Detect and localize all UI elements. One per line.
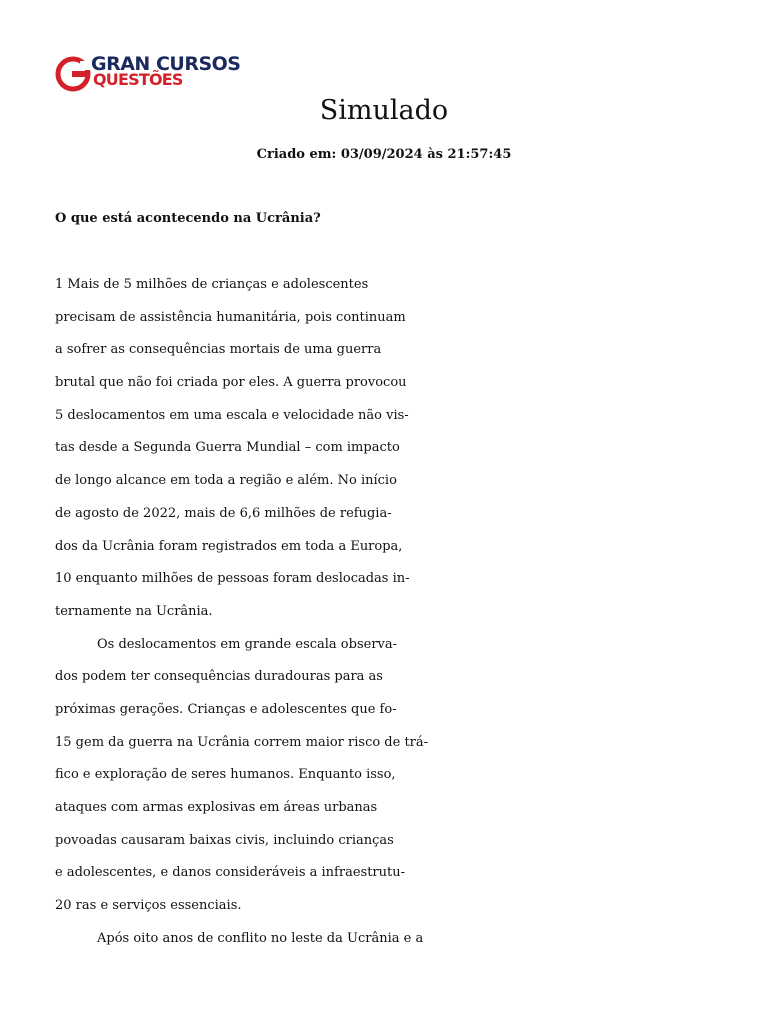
passage-line: de agosto de 2022, mais de 6,6 milhões de refugia-	[55, 505, 392, 521]
passage-line: tas desde a Segunda Guerra Mundial – com impacto	[55, 440, 400, 456]
logo-text-gran-cursos: GRAN CURSOS	[91, 53, 241, 75]
passage-line: 15 gem da guerra na Ucrânia correm maior risco de trá-	[55, 734, 429, 750]
passage-line: 10 enquanto milhões de pessoas foram deslocadas in-	[55, 571, 410, 587]
question-heading: O que está acontecendo na Ucrânia?	[55, 211, 321, 226]
passage-line: Os deslocamentos em grande escala observa-	[97, 636, 398, 652]
passage-line: dos da Ucrânia foram registrados em toda a Europa,	[55, 538, 403, 554]
passage-line: fico e exploração de seres humanos. Enquanto isso,	[55, 767, 396, 783]
passage-line: 1 Mais de 5 milhões de crianças e adolescentes	[55, 277, 369, 292]
page-title: Simulado	[319, 95, 449, 126]
passage-line: próximas gerações. Crianças e adolescentes que fo-	[55, 701, 397, 717]
passage-line: Após oito anos de conflito no leste da Ucrânia e a	[97, 930, 424, 946]
brand-logo	[55, 54, 255, 94]
passage-text	[55, 274, 475, 960]
passage-line: e adolescentes, e danos consideráveis a infraestrutu-	[55, 865, 405, 881]
created-timestamp: Criado em: 03/09/2024 às 21:57:45	[256, 147, 512, 162]
gran-g-logo-icon	[55, 56, 91, 92]
passage-line: povoadas causaram baixas civis, incluindo crianças	[55, 832, 394, 848]
passage-line: brutal que não foi criada por eles. A guerra provocou	[55, 375, 407, 391]
passage-line: de longo alcance em toda a região e além. No início	[55, 473, 397, 489]
passage-line: ataques com armas explosivas em áreas urbanas	[55, 800, 378, 815]
passage-line: a sofrer as consequências mortais de uma guerra	[55, 342, 382, 358]
logo-text-questoes: QUESTÕES	[93, 70, 183, 89]
passage-line: 20 ras e serviços essenciais.	[55, 898, 242, 914]
passage-line: precisam de assistência humanitária, pois continuam	[55, 309, 406, 325]
passage-line: 5 deslocamentos em uma escala e velocidade não vis-	[55, 407, 409, 423]
passage-line: ternamente na Ucrânia.	[55, 603, 213, 619]
passage-line: dos podem ter consequências duradouras para as	[55, 669, 383, 685]
